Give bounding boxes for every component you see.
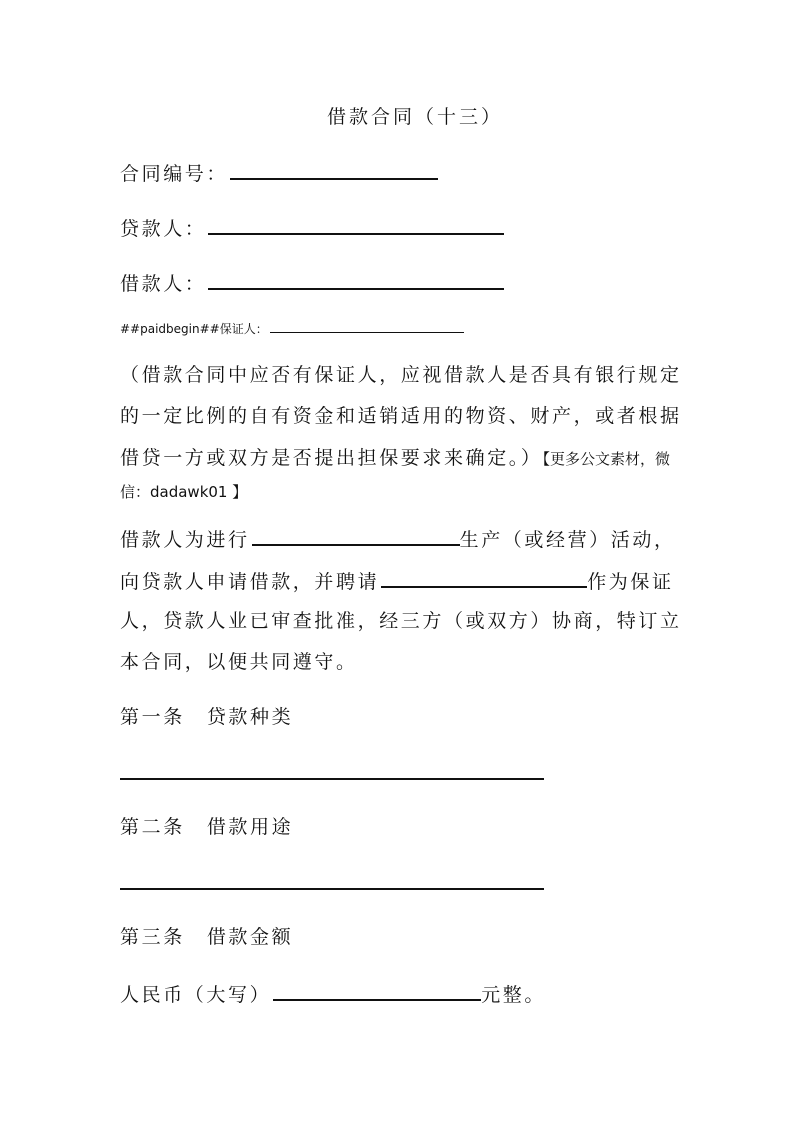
intro-text-1: 借款人为进行 <box>120 529 250 551</box>
guarantor-line <box>120 320 464 337</box>
intro-line-2 <box>120 566 674 596</box>
guarantor-name-blank <box>381 566 587 588</box>
amount-prefix: 人民币（大写） <box>120 984 272 1006</box>
guarantor-label: ##paidbegin##保证人： <box>120 322 268 336</box>
intro-line-4: 本合同，以便共同遵守。 <box>120 651 358 673</box>
amount-line <box>120 979 546 1009</box>
contract-number-blank <box>230 158 438 180</box>
note-ad-text-2: 信：dadawk01 】 <box>120 483 248 501</box>
article-1-number: 第一条 <box>120 706 185 728</box>
amount-blank <box>273 979 481 1001</box>
contract-number-line <box>120 158 438 188</box>
production-blank <box>252 524 460 546</box>
intro-text-4: 作为保证 <box>587 571 674 593</box>
note-line-3 <box>120 444 670 473</box>
document-title: 借款合同（十三） <box>326 106 503 128</box>
article-2-heading <box>120 813 293 841</box>
lender-label: 贷款人： <box>120 218 207 240</box>
article-1-blank <box>120 778 544 780</box>
contract-number-label: 合同编号： <box>120 163 229 185</box>
note-line-1: （借款合同中应否有保证人，应视借款人是否具有银行规定 <box>120 364 682 386</box>
intro-line-1 <box>120 524 676 554</box>
intro-text-2: 生产（或经营）活动， <box>459 529 676 551</box>
article-2-blank <box>120 888 544 890</box>
borrower-blank <box>208 268 504 290</box>
amount-suffix: 元整。 <box>481 984 547 1006</box>
borrower-line <box>120 268 504 298</box>
note-line-2: 的一定比例的自有资金和适销适用的物资、财产，或者根据 <box>120 405 682 427</box>
guarantor-blank <box>270 320 464 333</box>
borrower-label: 借款人： <box>120 273 207 295</box>
article-3-title: 借款金额 <box>206 926 294 948</box>
intro-text-3: 向贷款人申请借款，并聘请 <box>120 571 380 593</box>
article-2-number: 第二条 <box>120 816 185 838</box>
article-1-title: 贷款种类 <box>206 706 294 728</box>
article-3-number: 第三条 <box>120 926 185 948</box>
intro-line-3: 人，贷款人业已审查批准，经三方（或双方）协商，特订立 <box>120 610 682 632</box>
note-ad-text-1: 【更多公文素材，微 <box>542 450 671 468</box>
note-line-3-text: 借贷一方或双方是否提出担保要求来确定。） <box>120 447 543 469</box>
lender-blank <box>208 213 504 235</box>
article-2-title: 借款用途 <box>206 816 294 838</box>
lender-line <box>120 213 504 243</box>
article-1-heading <box>120 703 293 731</box>
article-3-heading <box>120 923 293 951</box>
